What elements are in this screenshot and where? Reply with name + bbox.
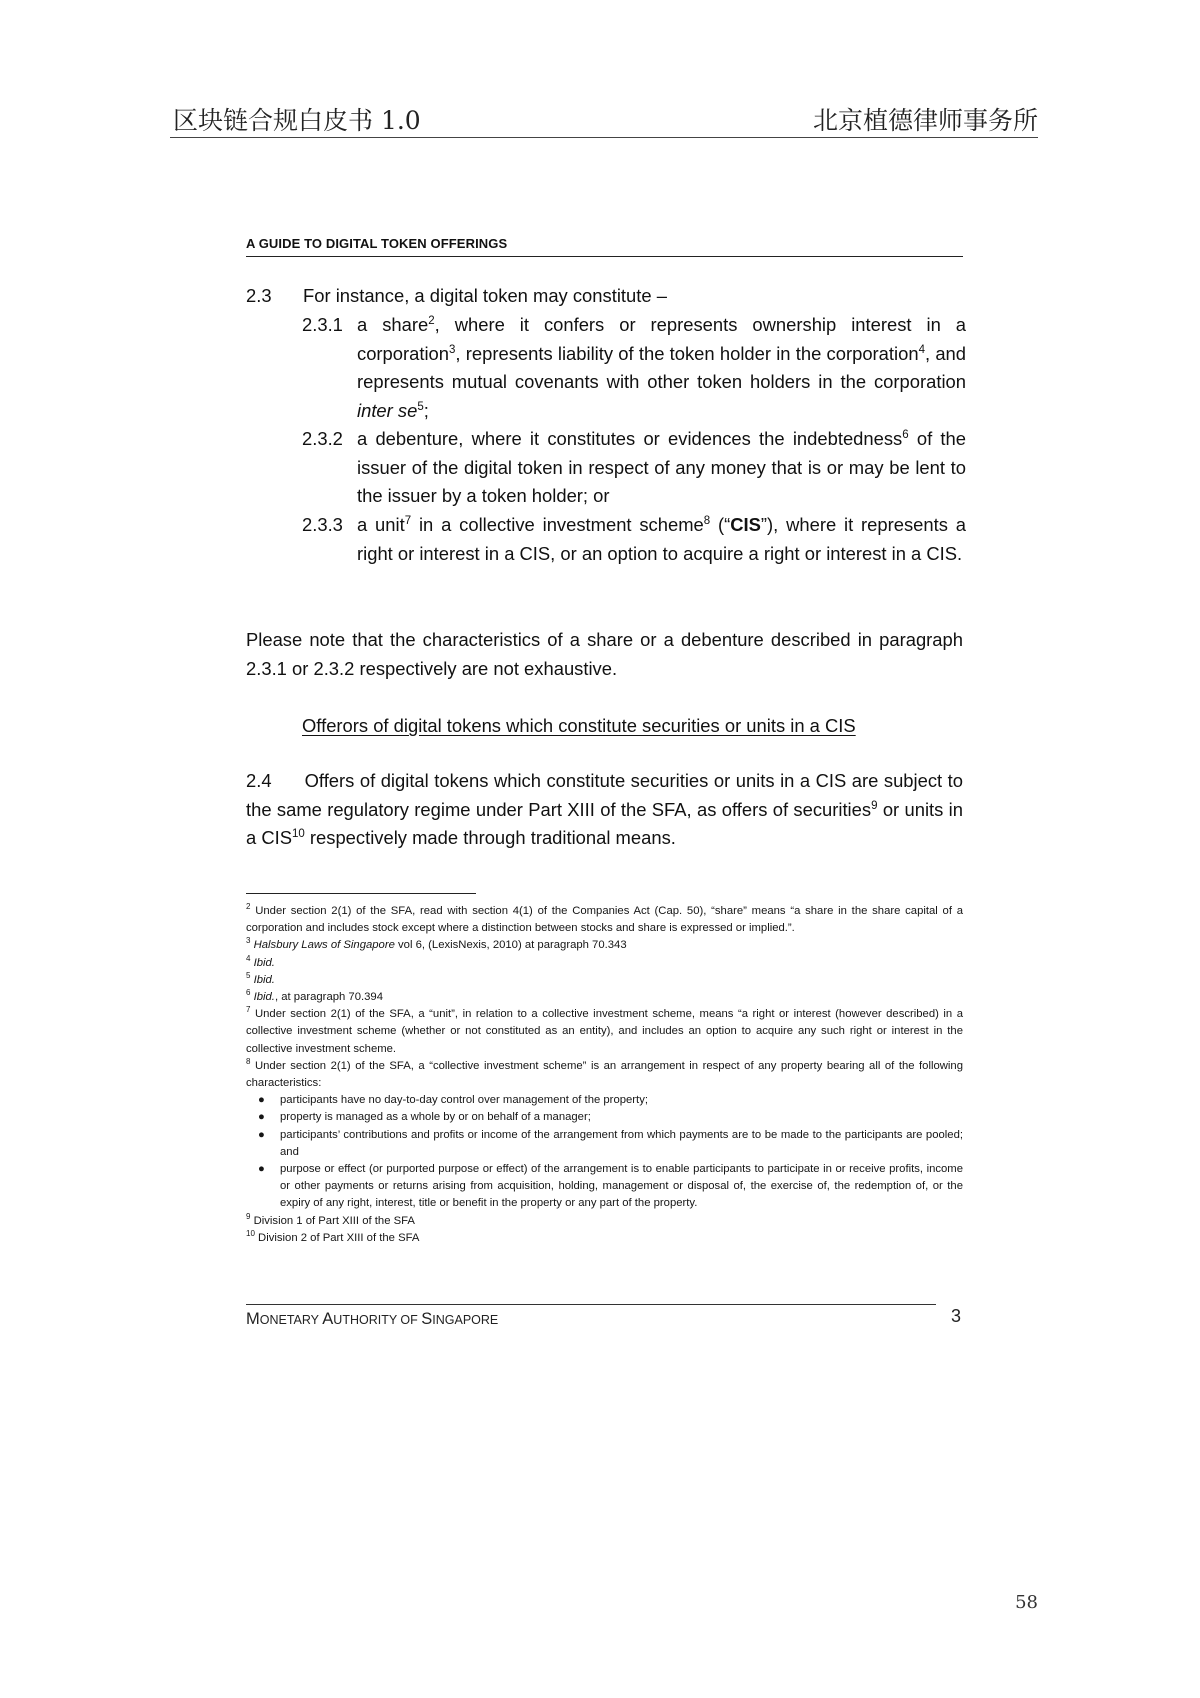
paragraph-2-4: 2.4 Offers of digital tokens which constitute securities or units in a CIS are subject to the same regulatory regime under Part XIII of the SFA, as offers of securities$^9$ or units in a CIS$^{10}$ respectively made through traditional means. (246, 770, 963, 848)
footnote-ref: 2 (428, 314, 435, 327)
note-paragraph: Please note that the characteristics of a share or a debenture described in paragraph 2.3.1 or 2.3.2 respectively are not exhaustive. (246, 629, 963, 679)
footnote-ref: 9 (871, 799, 878, 812)
footnote-9: $^9$ Division 1 of Part XIII of the SFA (246, 1211, 415, 1227)
document-page-number: 3 (951, 1306, 962, 1326)
whitepaper-title: 区块链合规白皮书 1.0 (173, 106, 421, 135)
paragraph-2-3-2 (302, 425, 966, 511)
header-rule (170, 137, 1038, 138)
document-header-title: A GUIDE TO DIGITAL TOKEN OFFERINGS (246, 236, 508, 251)
list-item: ● property is managed as a whole by or on behalf of a manager; (246, 1109, 963, 1126)
footnote-ref: 10 (292, 827, 305, 840)
list-item: ● purpose or effect (or purported purpose or effect) of the arrangement is to enable participants to participate in or receive profits, income or other payments or returns arising from acquisition, holding, management or disposal of, the exercise of, the redemption of, or the expiry of any right, interest, title or benefit in the property or any part of the property. (258, 1163, 963, 1210)
footnote-10: $^{10}$ Division 2 of Part XIII of the SFA (246, 1229, 420, 1244)
footnote-8-bullets (246, 1092, 963, 1212)
bullet-icon: ● (258, 1094, 265, 1107)
section-subheading: Offerors of digital tokens which constitute securities or units in a CIS (302, 715, 856, 736)
law-firm-name: 北京植德律师事务所 (812, 106, 1038, 135)
paragraph-2-3-3 (302, 511, 966, 597)
whitepaper-page-number: 58 (1015, 1592, 1038, 1613)
footnotes (246, 903, 963, 1247)
footnote-2: $^2$ Under section 2(1) of the SFA, read with section 4(1) of the Companies Act (Cap. 50), “share” means “a share in the share capital of a corporation and includes stock except where a distinction between stocks and share is expressed or implied.”. (246, 902, 964, 935)
paragraph-text: For instance, a digital token may constitute – (303, 285, 667, 306)
footnote-7: $^7$ Under section 2(1) of the SFA, a “unit”, in relation to a collective investment scheme, means “a right or interest (however described) in a collective investment scheme (whether or not constituted as an entity), and includes an option to acquire any such right or interest in the collective investment scheme. (246, 1005, 964, 1055)
footnote-separator (246, 893, 476, 894)
footnote-3: $^3$ Halsbury Laws of Singapore vol 6, (LexisNexis, 2010) at paragraph 70.343 (246, 936, 627, 952)
paragraph-number: 2.4 (246, 770, 272, 791)
footnote-ref: 7 (404, 514, 412, 527)
paragraph-text: a unit$^7$ in a collective investment scheme$^8$ (“CIS”), where it represents a right or interest in a CIS, or an option to acquire a right or interest in a CIS. (357, 514, 966, 564)
paragraph-number: 2.3.2 (302, 428, 343, 449)
footnote-ref: 3 (449, 343, 456, 356)
footnote-8: $^8$ Under section 2(1) of the SFA, a “collective investment scheme” is an arrangement in respect of any property bearing all of the following characteristics: (246, 1057, 963, 1090)
footnote-ref: 5 (417, 400, 424, 413)
footer-organization: MONETARY AUTHORITY OF SINGAPORE (246, 1310, 499, 1328)
document-header-rule (246, 256, 963, 257)
footnote-5: $^5$ Ibid. (246, 971, 275, 986)
list-item: ● participants’ contributions and profits or income of the arrangement from which payments are to be made to the participants are pooled; and (258, 1128, 963, 1158)
paragraph-text: a share$^2$, where it confers or represents ownership interest in a corporation$^3$, represents liability of the token holder in the corporation$^4$, and represents mutual covenants with other token holders in the corporation inter $se^5$; (357, 314, 967, 421)
footnote-ref: 6 (902, 428, 909, 441)
bullet-icon: ● (258, 1111, 265, 1124)
footnote-ref: 4 (918, 343, 925, 356)
paragraph-2-3-1 (302, 311, 967, 426)
paragraph-number: 2.3.3 (302, 514, 343, 535)
footnote-4: $^4$ Ibid. (246, 953, 275, 969)
footnote-ref: 8 (703, 514, 711, 527)
bullet-icon: ● (258, 1163, 265, 1176)
paragraph-number: 2.3.1 (302, 314, 343, 335)
footer-rule (246, 1304, 936, 1305)
bullet-icon: ● (258, 1128, 265, 1141)
footnote-6: $^6$ Ibid., at paragraph 70.394 (246, 988, 383, 1004)
list-item: ● participants have no day-to-day control over management of the property; (246, 1092, 963, 1109)
paragraph-number: 2.3 (246, 285, 272, 306)
paragraph-text: a debenture, where it constitutes or evidences the indebtedness$^6$ of the issuer of the digital token in respect of any money that is or may be lent to the issuer by a token holder; or (357, 428, 966, 506)
